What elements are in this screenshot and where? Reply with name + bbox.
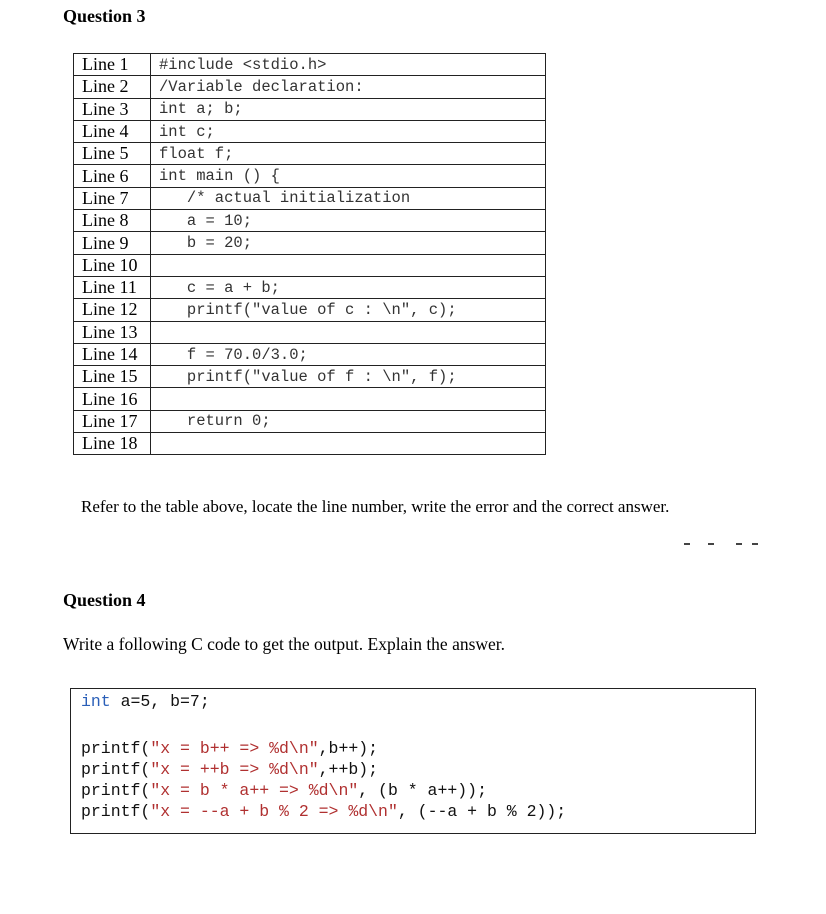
declaration-text: a=5, b=7; [110,692,210,711]
table-row [74,366,546,388]
line-number-cell: Line 16 [74,388,151,410]
code-cell: a = 10; [151,210,546,232]
table-row [74,254,546,276]
line-number-cell: Line 9 [74,232,151,254]
code-cell: int c; [151,120,546,142]
code-cell: /Variable declaration: [151,76,546,98]
code-cell: f = 70.0/3.0; [151,343,546,365]
printf-args: , (--a + b % 2)); [397,802,567,821]
code-cell: printf("value of c : \n", c); [151,299,546,321]
line-number-cell: Line 6 [74,165,151,187]
line-number-cell: Line 17 [74,410,151,432]
code-cell [151,388,546,410]
table-row [74,343,546,365]
code-table [73,53,546,455]
code-line-printf-3 [81,780,487,801]
printf-fn: printf( [81,739,151,758]
code-cell: int main () { [151,165,546,187]
code-line-declaration [81,691,210,712]
line-number-cell: Line 12 [74,299,151,321]
code-cell [151,321,546,343]
table-row [74,165,546,187]
code-cell: int a; b; [151,98,546,120]
code-cell: printf("value of f : \n", f); [151,366,546,388]
question-3-heading: Question 3 [63,6,146,26]
table-row [74,232,546,254]
table-row [74,276,546,298]
code-line-printf-4 [81,801,566,822]
line-number-cell: Line 11 [74,276,151,298]
line-number-cell: Line 4 [74,120,151,142]
code-cell: #include <stdio.h> [151,54,546,76]
line-number-cell: Line 5 [74,143,151,165]
code-snippet-box [70,688,756,834]
line-number-cell: Line 8 [74,210,151,232]
table-row [74,54,546,76]
printf-args: ,++b); [318,760,379,779]
line-number-cell: Line 10 [74,254,151,276]
line-number-cell: Line 3 [74,98,151,120]
table-row [74,210,546,232]
printf-format-string: "x = b++ => %d\n" [150,739,319,758]
printf-args: ,b++); [318,739,379,758]
question-4-instruction: Write a following C code to get the output. Explain the answer. [63,634,506,654]
keyword-int: int [81,692,111,711]
printf-format-string: "x = b * a++ => %d\n" [150,781,359,800]
code-cell [151,254,546,276]
printf-args: , (b * a++)); [358,781,487,800]
table-row [74,187,546,209]
code-cell: c = a + b; [151,276,546,298]
line-number-cell: Line 15 [74,366,151,388]
code-line-printf-2 [81,759,378,780]
code-cell: /* actual initialization [151,187,546,209]
code-cell: return 0; [151,410,546,432]
question-4-heading: Question 4 [63,590,146,610]
dash-marks [684,543,760,547]
table-row [74,433,546,455]
printf-fn: printf( [81,781,151,800]
printf-fn: printf( [81,760,151,779]
printf-fn: printf( [81,802,151,821]
printf-format-string: "x = ++b => %d\n" [150,760,319,779]
table-row [74,143,546,165]
code-cell [151,433,546,455]
table-row [74,321,546,343]
table-row [74,388,546,410]
line-number-cell: Line 7 [74,187,151,209]
line-number-cell: Line 2 [74,76,151,98]
line-number-cell: Line 18 [74,433,151,455]
code-line-printf-1 [81,738,378,759]
printf-format-string: "x = --a + b % 2 => %d\n" [150,802,398,821]
line-number-cell: Line 1 [74,54,151,76]
table-row [74,76,546,98]
code-cell: b = 20; [151,232,546,254]
line-number-cell: Line 13 [74,321,151,343]
table-row [74,120,546,142]
question-3-instruction: Refer to the table above, locate the line number, write the error and the correct answer. [81,497,670,516]
line-number-cell: Line 14 [74,343,151,365]
code-cell: float f; [151,143,546,165]
table-row [74,98,546,120]
table-row [74,299,546,321]
table-row [74,410,546,432]
